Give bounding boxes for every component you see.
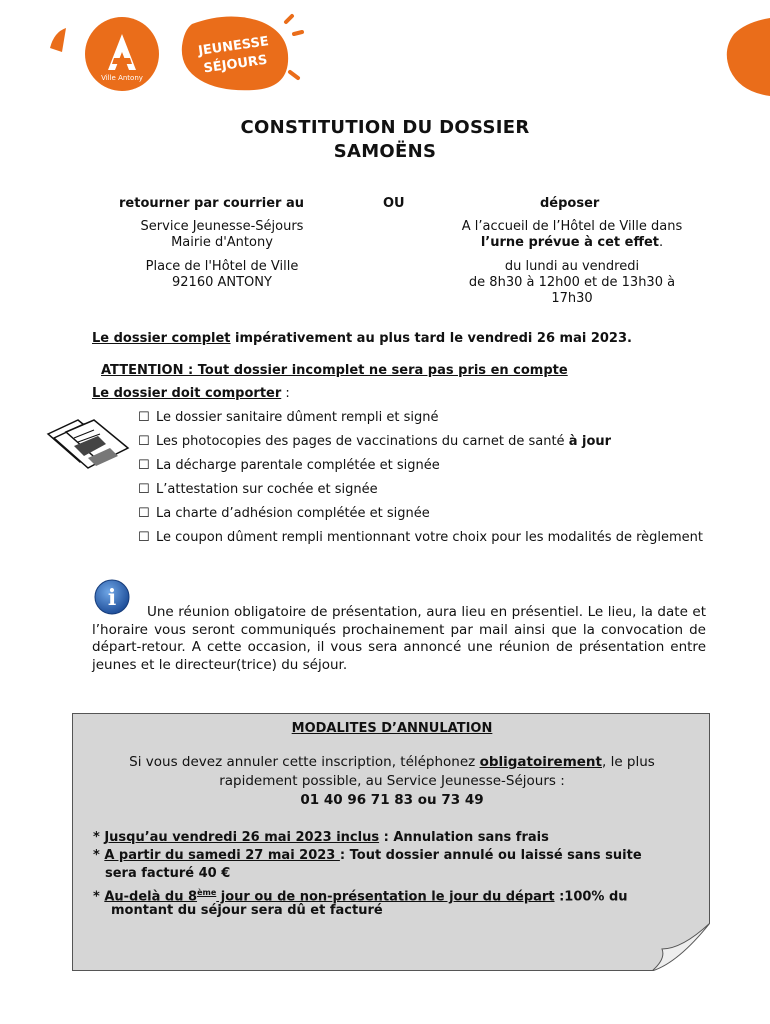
documents-icon — [44, 416, 132, 476]
deposit-line: de 8h30 à 12h00 et de 13h30 à — [468, 275, 676, 290]
checkbox-icon[interactable]: ☐ — [138, 506, 150, 521]
deadline-rest: impérativement au plus tard le vendredi 26 mai 2023. — [230, 331, 632, 346]
left-address-block — [92, 219, 352, 291]
rule-text: : Annulation sans frais — [379, 830, 549, 845]
address-line: Place de l'Hôtel de Ville — [145, 259, 299, 274]
right-deposit-block — [440, 219, 704, 307]
deposit-line — [440, 235, 704, 251]
deadline-line — [92, 330, 712, 348]
page-fold-icon — [652, 923, 710, 971]
cancellation-rule-2-cont: sera facturé 40 € — [105, 866, 231, 881]
document-checklist — [138, 409, 708, 553]
rule-text: :100% du — [554, 889, 628, 905]
must-include-line — [92, 385, 290, 403]
cancellation-box — [72, 713, 710, 971]
cancellation-text: , le plus — [602, 754, 655, 770]
address-line: Service Jeunesse-Séjours — [140, 219, 304, 234]
must-include-label: Le dossier doit comporter — [92, 386, 282, 401]
cancellation-rule-3-cont: montant du séjour sera dû et facturé — [111, 903, 383, 918]
rule-text: : Tout dossier annulé ou laissé sans suite — [339, 848, 642, 863]
deposit-line: du lundi au vendredi — [504, 259, 640, 274]
middle-or-heading: OU — [383, 196, 405, 211]
checklist-item-emphasis: à jour — [568, 434, 612, 449]
checklist-item — [138, 457, 708, 474]
info-paragraph — [92, 604, 706, 674]
deposit-line: A l’accueil de l’Hôtel de Ville dans — [461, 219, 683, 234]
cancellation-title: MODALITES D’ANNULATION — [291, 721, 493, 736]
checklist-item-text: L’attestation sur cochée et signée — [156, 482, 378, 497]
corner-decoration — [720, 18, 770, 96]
cancellation-line2: rapidement possible, au Service Jeunesse-Séjours : — [219, 773, 565, 789]
rule-bullet: * — [93, 848, 105, 863]
logo-ville-text: Ville Antony — [101, 74, 143, 82]
urne-emphasis: l’urne prévue à cet effet — [480, 235, 660, 250]
checklist-item — [138, 433, 708, 450]
rule-bullet: * — [93, 830, 105, 845]
checklist-item — [138, 409, 708, 426]
must-include-colon: : — [281, 386, 290, 401]
page-title-line2: SAMOËNS — [333, 141, 437, 162]
address-line: 92160 ANTONY — [172, 275, 272, 290]
checkbox-icon[interactable]: ☐ — [138, 434, 150, 449]
cancellation-text: Si vous devez annuler cette inscription, téléphonez — [129, 754, 480, 770]
info-icon-glyph: i — [107, 585, 117, 611]
logo-js-line2: SÉJOURS — [202, 52, 269, 77]
checkbox-icon[interactable]: ☐ — [138, 482, 150, 497]
deposit-punct: . — [659, 235, 664, 250]
cancellation-rule-1 — [93, 829, 703, 847]
cancellation-emphasis: obligatoirement — [479, 754, 602, 770]
logo-js-line1: JEUNESSE — [197, 34, 270, 59]
left-column-heading: retourner par courrier au — [119, 196, 305, 211]
checklist-item-text: Les photocopies des pages de vaccinations du carnet de santé — [156, 434, 569, 449]
deposit-line: 17h30 — [551, 291, 593, 306]
header-logos — [40, 8, 310, 98]
attention-line: ATTENTION : Tout dossier incomplet ne sera pas pris en compte — [101, 363, 568, 378]
ville-antony-logo — [40, 8, 310, 98]
page-title-line1: CONSTITUTION DU DOSSIER — [240, 117, 530, 138]
rule-underlined: Au-delà du 8 — [104, 889, 198, 905]
deadline-underlined: Le dossier complet — [92, 331, 231, 346]
checklist-item-text: Le coupon dûment rempli mentionnant votre choix pour les modalités de règlement — [156, 530, 703, 545]
checklist-item — [138, 529, 708, 546]
checklist-item — [138, 481, 708, 498]
cancellation-rule-2 — [93, 847, 703, 865]
checkbox-icon[interactable]: ☐ — [138, 410, 150, 425]
address-line: Mairie d'Antony — [171, 235, 273, 250]
checklist-item-text: La charte d’adhésion complétée et signée — [156, 506, 430, 521]
rule-underlined: jour ou de non-présentation le jour du départ — [216, 889, 555, 905]
checkbox-icon[interactable]: ☐ — [138, 530, 150, 545]
rule-bullet: * — [93, 889, 105, 905]
checklist-item — [138, 505, 708, 522]
cancellation-phone: 01 40 96 71 83 ou 73 49 — [300, 792, 484, 808]
info-text: Une réunion obligatoire de présentation, aura lieu en présentiel. Le lieu, la date et l’horaire vous seront communiqués prochainement par mail ainsi que la convocation de départ-retour. A cette occasion, il vous sera annoncé une réunion de présentation entre jeunes et le directeur(trice) du séjour. — [92, 604, 706, 673]
checklist-item-text: Le dossier sanitaire dûment rempli et signé — [156, 410, 439, 425]
rule-superscript: ème — [197, 888, 217, 897]
checkbox-icon[interactable]: ☐ — [138, 458, 150, 473]
cancellation-line1 — [73, 754, 711, 770]
rule-underlined: Jusqu’au vendredi 26 mai 2023 inclus — [104, 830, 380, 845]
right-column-heading: déposer — [540, 196, 600, 211]
rule-underlined: A partir du samedi 27 mai 2023 — [104, 848, 340, 863]
checklist-item-text: La décharge parentale complétée et signée — [156, 458, 440, 473]
